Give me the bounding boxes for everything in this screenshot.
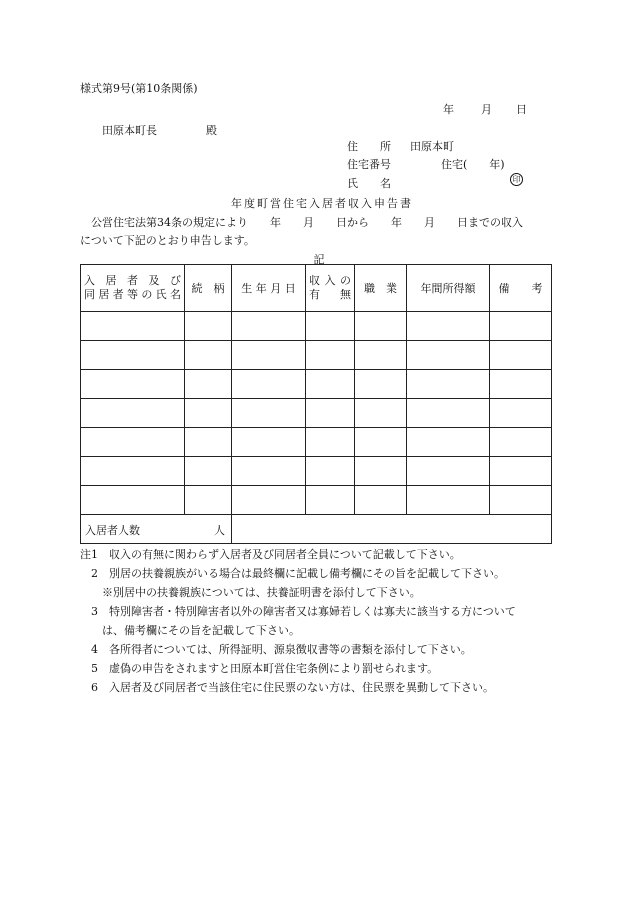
header-name-line-1: 入 居 者 及 び <box>84 274 181 287</box>
total-residents-label: 入居者人数 <box>85 524 140 537</box>
cell-occupation[interactable] <box>355 341 407 370</box>
cell-remarks[interactable] <box>490 486 552 515</box>
table-header-row <box>81 265 552 312</box>
header-occupation: 職 業 <box>355 265 407 312</box>
table-row <box>81 457 552 486</box>
form-number: 様式第9号(第10条関係) <box>80 82 198 95</box>
cell-remarks[interactable] <box>490 341 552 370</box>
cell-income[interactable] <box>306 428 355 457</box>
cell-birthdate[interactable] <box>232 341 306 370</box>
cell-birthdate[interactable] <box>232 312 306 341</box>
income-table <box>80 264 552 544</box>
table-row <box>81 370 552 399</box>
header-income-line-1: 収入の <box>309 274 351 287</box>
cell-occupation[interactable] <box>355 399 407 428</box>
cell-name[interactable] <box>81 399 185 428</box>
cell-annual-income[interactable] <box>407 399 490 428</box>
note-item: 注1 収入の有無に関わらず入居者及び同居者全員について記載して下さい。 <box>80 548 461 561</box>
header-birthdate: 生 年 月 日 <box>232 265 306 312</box>
cell-annual-income[interactable] <box>407 341 490 370</box>
header-remarks: 備 考 <box>490 265 552 312</box>
cell-income[interactable] <box>306 486 355 515</box>
cell-name[interactable] <box>81 341 185 370</box>
total-residents-unit: 人 <box>214 524 225 537</box>
table-row <box>81 341 552 370</box>
note-item: ※別居中の扶養親族については、扶養証明書を添付して下さい。 <box>80 586 421 599</box>
seal-mark-icon: 印 <box>510 173 523 186</box>
housing-number-value: 住宅( 年) <box>441 158 505 171</box>
cell-occupation[interactable] <box>355 428 407 457</box>
note-item: 3 特別障害者・特別障害者以外の障害者又は寡婦若しくは寡夫に該当する方について <box>80 605 516 618</box>
note-item: は、備考欄にその旨を記載して下さい。 <box>80 624 300 637</box>
cell-name[interactable] <box>81 428 185 457</box>
header-income-presence <box>306 265 355 312</box>
address-label: 住 所 <box>347 140 391 153</box>
cell-relation[interactable] <box>185 428 232 457</box>
ki-heading: 記 <box>313 253 325 266</box>
header-annual-income: 年間所得額 <box>407 265 490 312</box>
cell-name[interactable] <box>81 370 185 399</box>
cell-annual-income[interactable] <box>407 428 490 457</box>
cell-birthdate[interactable] <box>232 370 306 399</box>
intro-paragraph <box>80 214 550 250</box>
cell-annual-income[interactable] <box>407 370 490 399</box>
cell-remarks[interactable] <box>490 428 552 457</box>
cell-occupation[interactable] <box>355 486 407 515</box>
cell-annual-income[interactable] <box>407 486 490 515</box>
table-row <box>81 312 552 341</box>
header-resident-names <box>81 265 185 312</box>
header-relationship: 続 柄 <box>185 265 232 312</box>
table-row <box>81 428 552 457</box>
housing-number-label: 住宅番号 <box>347 158 391 171</box>
cell-relation[interactable] <box>185 457 232 486</box>
note-item: 4 各所得者については、所得証明、源泉徴収書等の書類を添付して下さい。 <box>80 643 472 656</box>
cell-birthdate[interactable] <box>232 428 306 457</box>
cell-annual-income[interactable] <box>407 312 490 341</box>
note-item: 5 虚偽の申告をされますと田原本町営住宅条例により罰せられます。 <box>80 662 439 675</box>
cell-remarks[interactable] <box>490 370 552 399</box>
cell-remarks[interactable] <box>490 457 552 486</box>
cell-income[interactable] <box>306 370 355 399</box>
cell-relation[interactable] <box>185 486 232 515</box>
date-day-label: 日 <box>516 103 527 116</box>
total-residents-blank[interactable] <box>232 515 552 544</box>
cell-birthdate[interactable] <box>232 457 306 486</box>
table-row <box>81 399 552 428</box>
name-label: 氏 名 <box>347 177 391 190</box>
applicant-name-row <box>347 175 527 189</box>
addressee-name: 田原本町長 <box>102 124 157 137</box>
cell-income[interactable] <box>306 312 355 341</box>
note-item: 6 入居者及び同居者で当該住宅に住民票のない方は、住民票を異動して下さい。 <box>80 681 494 694</box>
cell-name[interactable] <box>81 486 185 515</box>
cell-name[interactable] <box>81 312 185 341</box>
table-row <box>81 486 552 515</box>
cell-remarks[interactable] <box>490 399 552 428</box>
cell-name[interactable] <box>81 457 185 486</box>
cell-relation[interactable] <box>185 341 232 370</box>
addressee-honorific: 殿 <box>206 124 217 137</box>
cell-occupation[interactable] <box>355 370 407 399</box>
cell-birthdate[interactable] <box>232 486 306 515</box>
notes-section <box>80 545 555 697</box>
date-month-label: 月 <box>481 103 492 116</box>
cell-annual-income[interactable] <box>407 457 490 486</box>
addressee <box>102 122 217 138</box>
document-title: 年度町営住宅入居者収入申告書 <box>231 197 413 210</box>
cell-relation[interactable] <box>185 312 232 341</box>
address-value: 田原本町 <box>410 140 454 153</box>
intro-line-1: 公営住宅法第34条の規定により 年 月 日から 年 月 日までの収入 <box>91 216 523 229</box>
header-name-line-2: 同居者等の氏名 <box>84 288 181 301</box>
intro-line-2: について下記のとおり申告します。 <box>80 234 255 247</box>
date-year-label: 年 <box>443 103 454 116</box>
cell-occupation[interactable] <box>355 457 407 486</box>
cell-income[interactable] <box>306 341 355 370</box>
header-income-line-2: 有 無 <box>309 288 351 301</box>
cell-occupation[interactable] <box>355 312 407 341</box>
total-residents-cell <box>81 515 232 544</box>
total-residents-row <box>81 515 552 544</box>
cell-relation[interactable] <box>185 370 232 399</box>
cell-relation[interactable] <box>185 399 232 428</box>
note-item: 2 別居の扶養親族がいる場合は最終欄に記載し備考欄にその旨を記載して下さい。 <box>80 567 505 580</box>
cell-remarks[interactable] <box>490 312 552 341</box>
cell-birthdate[interactable] <box>232 399 306 428</box>
cell-income[interactable] <box>306 457 355 486</box>
cell-income[interactable] <box>306 399 355 428</box>
